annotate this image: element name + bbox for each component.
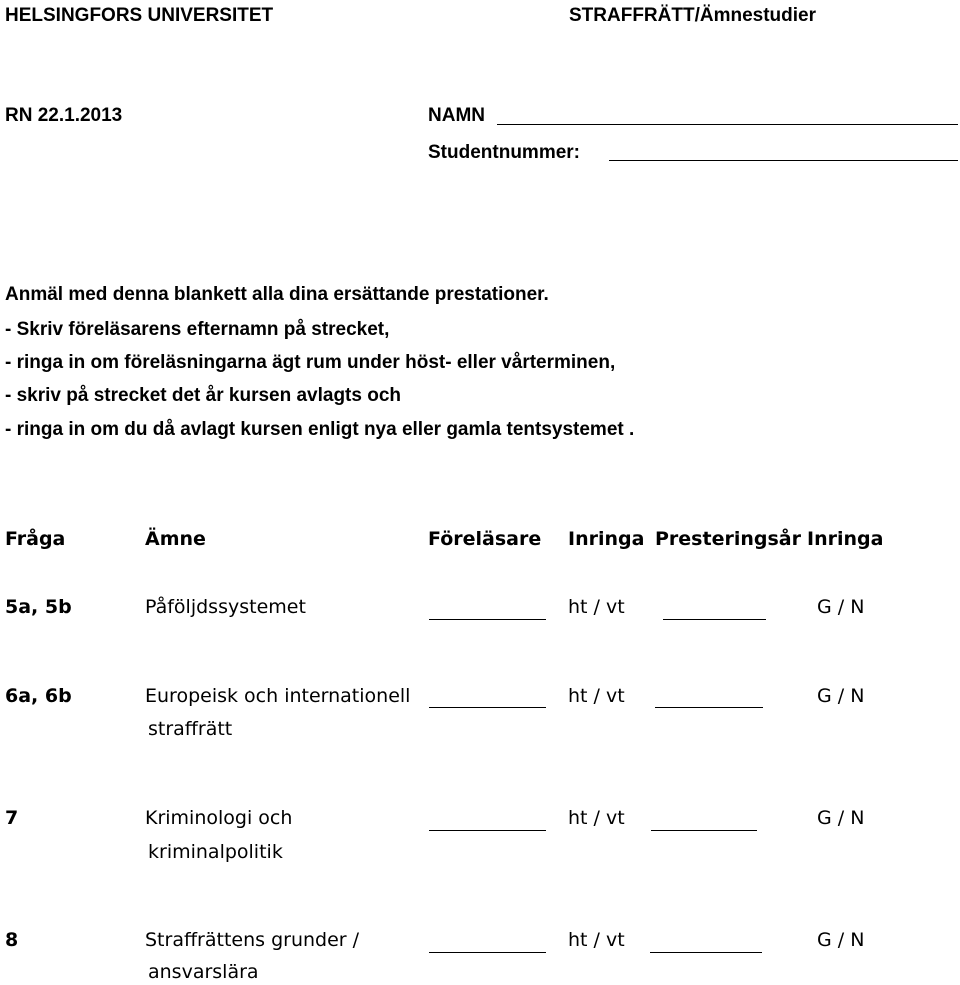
- subject-name-continued: straffrätt: [148, 718, 233, 740]
- year-field[interactable]: [663, 619, 766, 620]
- system-choice[interactable]: G / N: [817, 929, 865, 951]
- instruction-line: - Skriv föreläsarens efternamn på strecket,: [5, 319, 390, 340]
- instruction-line: - ringa in om föreläsningarna ägt rum under höst- eller vårterminen,: [5, 352, 616, 373]
- lecturer-field[interactable]: [429, 830, 546, 831]
- term-choice[interactable]: ht / vt: [568, 929, 625, 951]
- system-choice[interactable]: G / N: [817, 685, 865, 707]
- question-number: 8: [5, 929, 19, 951]
- course-title: STRAFFRÄTT/Ämnestudier: [569, 5, 816, 26]
- header-subject: Ämne: [145, 528, 206, 550]
- header-circle-system: Inringa: [807, 528, 884, 550]
- question-number: 7: [5, 807, 19, 829]
- term-choice[interactable]: ht / vt: [568, 685, 625, 707]
- term-choice[interactable]: ht / vt: [568, 596, 625, 618]
- year-field[interactable]: [651, 830, 757, 831]
- term-choice[interactable]: ht / vt: [568, 807, 625, 829]
- header-lecturer: Föreläsare: [428, 528, 542, 550]
- lecturer-field[interactable]: [429, 952, 546, 953]
- year-field[interactable]: [655, 707, 763, 708]
- student-number-field[interactable]: [609, 160, 958, 161]
- name-label: NAMN: [428, 105, 485, 126]
- subject-name: Straffrättens grunder /: [145, 929, 360, 951]
- question-number: 5a, 5b: [5, 596, 72, 618]
- subject-name-continued: kriminalpolitik: [148, 841, 283, 863]
- instructions-title: Anmäl med denna blankett alla dina ersättande prestationer.: [5, 284, 549, 305]
- year-field[interactable]: [650, 952, 762, 953]
- student-number-label: Studentnummer:: [428, 142, 580, 163]
- university-name: HELSINGFORS UNIVERSITET: [5, 5, 274, 26]
- header-year: Presteringsår: [655, 528, 801, 550]
- system-choice[interactable]: G / N: [817, 596, 865, 618]
- subject-name: Påföljdssystemet: [145, 596, 306, 618]
- system-choice[interactable]: G / N: [817, 807, 865, 829]
- lecturer-field[interactable]: [429, 707, 546, 708]
- instruction-line: - skriv på strecket det år kursen avlagts och: [5, 385, 402, 406]
- lecturer-field[interactable]: [429, 619, 546, 620]
- header-circle-term: Inringa: [568, 528, 645, 550]
- subject-name: Europeisk och internationell: [145, 685, 411, 707]
- exam-date: RN 22.1.2013: [5, 105, 123, 126]
- question-number: 6a, 6b: [5, 685, 72, 707]
- subject-name-continued: ansvarslära: [148, 961, 259, 983]
- name-field[interactable]: [497, 124, 958, 125]
- header-question: Fråga: [5, 528, 66, 550]
- instruction-line: - ringa in om du då avlagt kursen enligt nya eller gamla tentsystemet .: [5, 419, 635, 440]
- subject-name: Kriminologi och: [145, 807, 293, 829]
